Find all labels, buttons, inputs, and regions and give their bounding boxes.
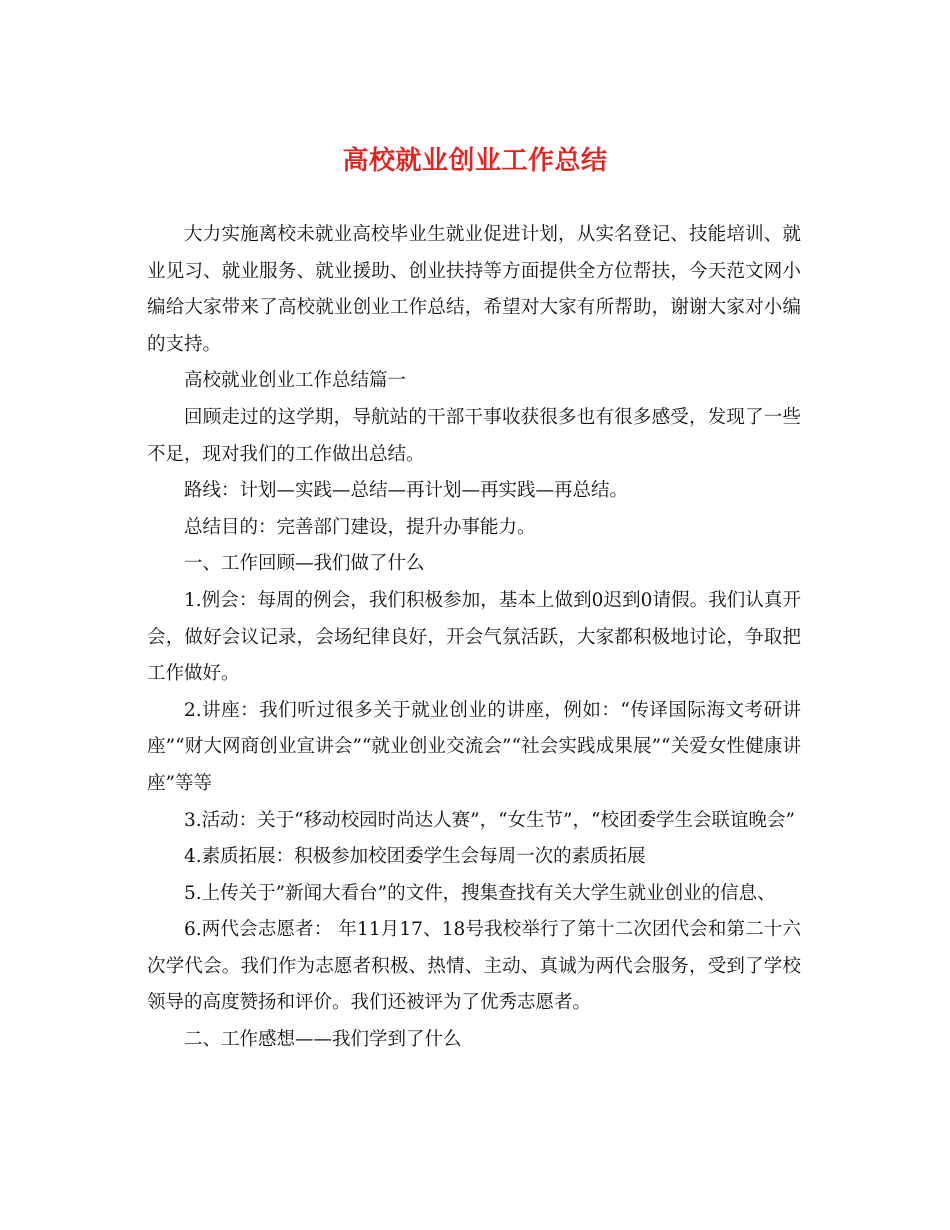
item-quality-development: 4.素质拓展：积极参加校团委学生会每周一次的素质拓展 xyxy=(184,846,646,868)
item-lectures: 2.讲座：我们听过很多关于就业创业的讲座，例如：“传译国际海文考研讲座”“财大网商创业宣讲会”“就业创业交流会”“社会实践成果展”“关爱女性健康讲座”等等 xyxy=(147,699,801,794)
intro-paragraph: 大力实施离校未就业高校毕业生就业促进计划，从实名登记、技能培训、就业见习、就业服务、就业援助、创业扶持等方面提供全方位帮扶，今天范文网小编给大家带来了高校就业创业工作总结，希望对大家有所帮助，谢谢大家对小编的支持。 xyxy=(147,224,801,355)
review-paragraph: 回顾走过的这学期，导航站的干部干事收获很多也有很多感受，发现了一些不足，现对我们的工作做出总结。 xyxy=(147,406,801,465)
goal-paragraph: 总结目的：完善部门建设，提升办事能力。 xyxy=(184,516,536,538)
route-paragraph: 路线：计划—实践—总结—再计划—再实践—再总结。 xyxy=(184,480,629,502)
item-weekly-meeting: 1.例会：每周的例会，我们积极参加，基本上做到0迟到0请假。我们认真开会，做好会议记录，会场纪律良好，开会气氛活跃，大家都积极地讨论，争取把工作做好。 xyxy=(147,589,801,685)
section-heading-work-review: 一、工作回顾—我们做了什么 xyxy=(184,553,425,575)
item-upload-news: 5.上传关于”新闻大看台”的文件，搜集查找有关大学生就业创业的信息、 xyxy=(184,882,776,904)
section-heading-part-one: 高校就业创业工作总结篇一 xyxy=(184,370,407,392)
document-body xyxy=(147,217,801,1059)
section-heading-work-reflections: 二、工作感想——我们学到了什么 xyxy=(184,1029,462,1051)
item-activities: 3.活动：关于“移动校园时尚达人赛”，“女生节”，“校团委学生会联谊晚会” xyxy=(184,809,795,831)
item-volunteers: 6.两代会志愿者： 年11月17、18号我校举行了第十二次团代会和第二十六次学代会。我们作为志愿者积极、热情、主动、真诚为两代会服务，受到了学校领导的高度赞扬和评价。我们还被评为了优秀志愿者。 xyxy=(147,919,801,1014)
document-title: 高校就业创业工作总结 xyxy=(342,146,608,176)
